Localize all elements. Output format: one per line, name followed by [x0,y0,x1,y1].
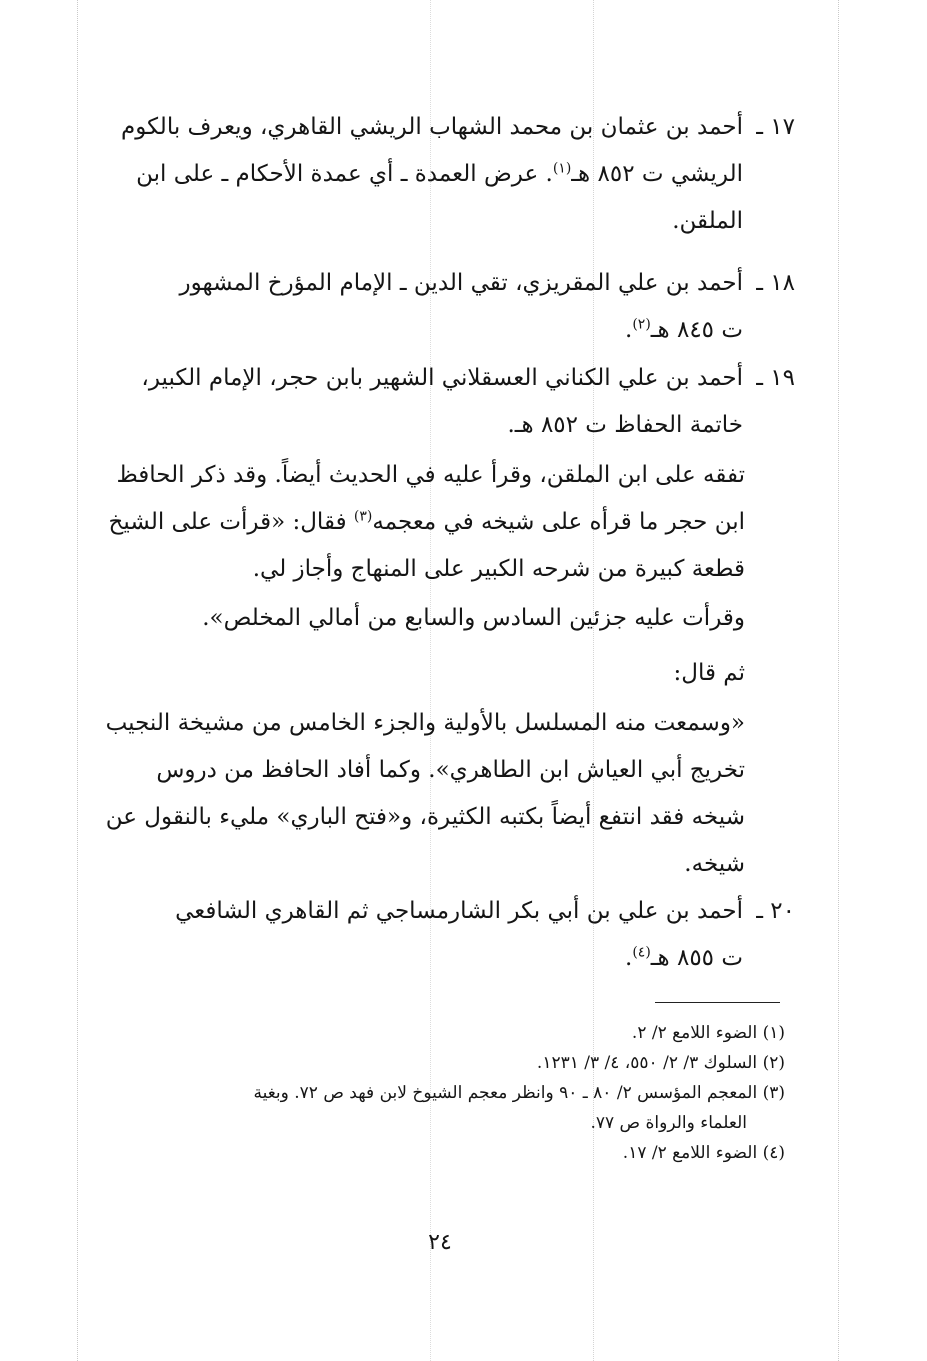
scan-guide-line [838,0,839,1361]
footnote-number: (١) [762,1023,785,1043]
footnote-3-continuation: العلماء والرواة ص ٧٧. [590,1113,747,1133]
paragraph-line: تخريج أبي العياش ابن الطاهري». وكما أفاد الحافظ من دروس [156,757,745,783]
footnote-text: السلوك ٣/ ٢/ ٥٥٠، ٤/ ٣/ ١٢٣١. [536,1053,758,1073]
paragraph-line: شيخه فقد انتفع أيضاً بكتبه الكثيرة، و«فتح الباري» مليء بالنقول عن [105,804,745,830]
entry-number: ١٨ ـ [756,270,795,296]
footnote-ref[interactable]: (١) [552,160,572,177]
entry-18 [100,260,795,354]
paragraph-line: ابن حجر ما قرأه على شيخه في معجمه$^{(٣)}$ فقال: «قرأت على الشيخ [108,508,745,535]
footnote-1 [95,1018,785,1048]
paragraph-line: قطعة كبيرة من شرحه الكبير على المنهاج وأجاز لي. [252,556,745,582]
entry-line: الملقن. [672,208,743,234]
entry-number: ١٧ ـ [756,114,795,140]
entry-line: أحمد بن علي الكناني العسقلاني الشهير بابن حجر، الإمام الكبير، [141,365,743,391]
footnote-ref[interactable]: (٢) [632,316,651,333]
entry-line: أحمد بن علي بن أبي بكر الشارمساجي ثم القاهري الشافعي [175,898,743,924]
footnote-text: المعجم المؤسس ٢/ ٨٠ ـ ٩٠ وانظر معجم الشيوخ لابن فهد ص ٧٢. وبغية [253,1083,758,1103]
footnote-ref[interactable]: (٣) [353,508,373,525]
entry-line: ت ٨٤٥ هـ$^{(٢)}$. [625,316,743,343]
entry-19 [100,355,795,449]
paragraph-then-said [100,650,745,697]
footnote-number: (٢) [762,1053,785,1073]
entry-line: أحمد بن علي المقريزي، تقي الدين ـ الإمام المؤرخ المشهور [179,270,743,296]
paragraph-line: ثم قال: [673,660,745,686]
footnote-2 [95,1048,785,1078]
footnote-number: (٤) [762,1143,785,1163]
footnotes [95,1018,785,1168]
footnote-text: الضوء اللامع ٢/ ١٧. [622,1143,758,1163]
footnote-4 [95,1138,785,1168]
paragraph-amali [100,595,745,642]
paragraph-line: وقرأت عليه جزئين السادس والسابع من أمالي المخلص». [202,605,745,631]
entry-line: الريشي ت ٨٥٢ هـ$^{(١)}$. عرض العمدة ـ أي عمدة الأحكام ـ على ابن [136,160,743,187]
entry-line: خاتمة الحفاظ ت ٨٥٢ هـ. [507,412,743,438]
footnote-text: الضوء اللامع ٢/ ٢. [631,1023,758,1043]
entry-17 [100,104,795,245]
entry-20 [100,888,795,982]
paragraph-line: «وسمعت منه المسلسل بالأولية والجزء الخامس من مشيخة النجيب [105,710,745,736]
footnote-3 [95,1078,785,1108]
scan-guide-line [77,0,78,1361]
footnote-ref[interactable]: (٤) [632,944,651,961]
paragraph-quote [100,700,745,888]
entry-number: ٢٠ ـ [756,898,795,924]
footnote-separator [655,1002,780,1003]
page-number: ٢٤ [428,1230,452,1255]
paragraph-line: شيخه. [684,851,745,877]
entry-line: ت ٨٥٥ هـ$^{(٤)}$. [625,944,743,971]
footnote-number: (٣) [762,1083,785,1103]
entry-line: أحمد بن عثمان بن محمد الشهاب الريشي القاهري، ويعرف بالكوم [120,114,743,140]
paragraph-line: تفقه على ابن الملقن، وقرأ عليه في الحديث أيضاً. وقد ذكر الحافظ [116,462,745,488]
paragraph-study [100,452,745,593]
entry-number: ١٩ ـ [756,365,795,391]
